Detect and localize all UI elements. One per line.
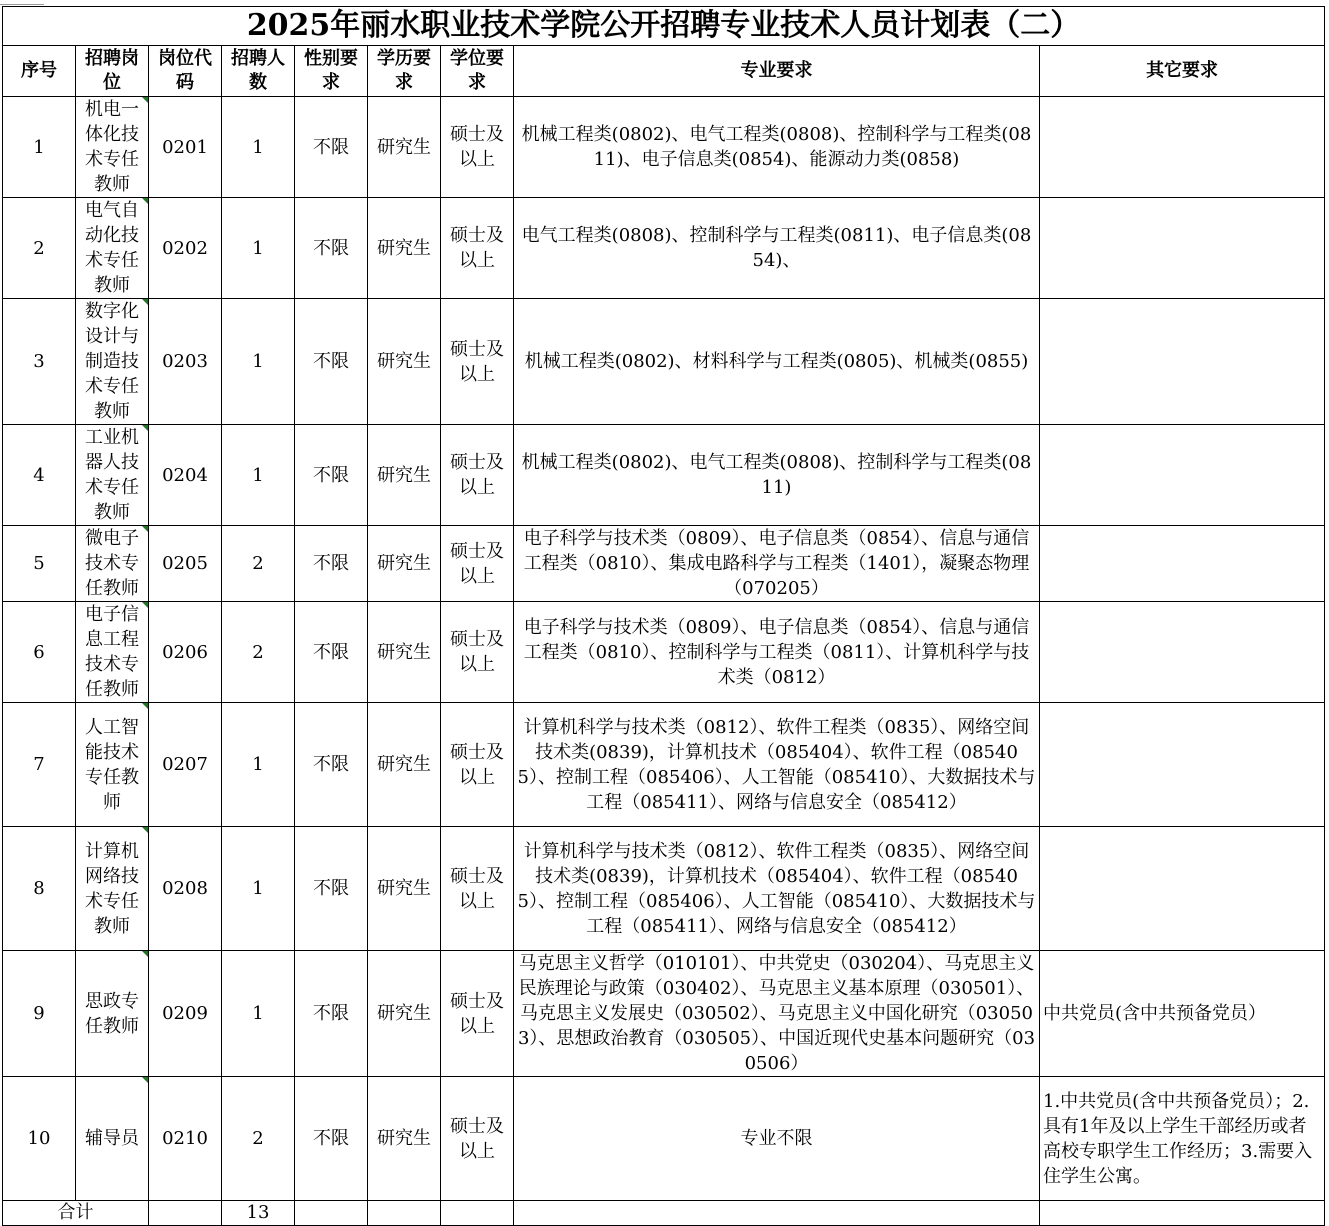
- header-count[interactable]: 招聘人数: [222, 46, 295, 97]
- cell-count[interactable]: 1: [222, 703, 295, 827]
- table-row: [3, 703, 1325, 827]
- header-seq[interactable]: 序号: [3, 46, 76, 97]
- table-row: [3, 299, 1325, 425]
- total-empty-cell[interactable]: [441, 1201, 514, 1226]
- cell-seq[interactable]: 3: [3, 299, 76, 425]
- cell-major[interactable]: 计算机科学与技术类（0812）、软件工程类（0835）、网络空间技术类(0839)，计算机技术（085404）、软件工程（085405）、控制工程（085406）、人工智能（085410）、大数据技术与工程（085411）、网络与信息安全（085412）: [514, 827, 1040, 951]
- cell-count[interactable]: 1: [222, 827, 295, 951]
- cell-gender[interactable]: 不限: [295, 198, 368, 299]
- cell-count[interactable]: 1: [222, 198, 295, 299]
- total-empty-cell[interactable]: [1040, 1201, 1325, 1226]
- cell-post[interactable]: 计算机网络技术专任教师: [76, 827, 149, 951]
- cell-code[interactable]: 0204: [149, 425, 222, 526]
- cell-education[interactable]: 研究生: [368, 703, 441, 827]
- header-row: [3, 46, 1325, 97]
- cell-education[interactable]: 研究生: [368, 827, 441, 951]
- header-code[interactable]: 岗位代码: [149, 46, 222, 97]
- recruitment-plan-table: [2, 6, 1325, 1226]
- cell-code[interactable]: 0203: [149, 299, 222, 425]
- cell-major[interactable]: 专业不限: [514, 1077, 1040, 1201]
- cell-education[interactable]: 研究生: [368, 951, 441, 1077]
- cell-post[interactable]: 数字化设计与制造技术专任教师: [76, 299, 149, 425]
- cell-seq[interactable]: 9: [3, 951, 76, 1077]
- cell-other[interactable]: [1040, 602, 1325, 703]
- header-other[interactable]: 其它要求: [1040, 46, 1325, 97]
- cell-degree[interactable]: 硕士及以上: [441, 299, 514, 425]
- total-empty-cell[interactable]: [295, 1201, 368, 1226]
- total-count[interactable]: 13: [222, 1201, 295, 1226]
- cell-education[interactable]: 研究生: [368, 425, 441, 526]
- table-row: [3, 827, 1325, 951]
- cell-education[interactable]: 研究生: [368, 198, 441, 299]
- table-row: [3, 198, 1325, 299]
- cell-major[interactable]: 机械工程类(0802)、电气工程类(0808)、控制科学与工程类(0811)、电子信息类(0854)、能源动力类(0858): [514, 97, 1040, 198]
- cell-other[interactable]: 1.中共党员(含中共预备党员）；2.具有1年及以上学生干部经历或者高校专职学生工作经历；3.需要入住学生公寓。: [1040, 1077, 1325, 1201]
- cell-gender[interactable]: 不限: [295, 1077, 368, 1201]
- cell-gender[interactable]: 不限: [295, 703, 368, 827]
- cell-degree[interactable]: 硕士及以上: [441, 1077, 514, 1201]
- cell-post[interactable]: 辅导员: [76, 1077, 149, 1201]
- cell-degree[interactable]: 硕士及以上: [441, 198, 514, 299]
- cell-education[interactable]: 研究生: [368, 299, 441, 425]
- header-gender[interactable]: 性别要求: [295, 46, 368, 97]
- cell-major[interactable]: 电气工程类(0808)、控制科学与工程类(0811)、电子信息类(0854)、: [514, 198, 1040, 299]
- cell-code[interactable]: 0206: [149, 602, 222, 703]
- cell-code[interactable]: 0207: [149, 703, 222, 827]
- cell-code[interactable]: 0208: [149, 827, 222, 951]
- total-label[interactable]: 合计: [3, 1201, 149, 1226]
- cell-other[interactable]: [1040, 299, 1325, 425]
- table-row: [3, 526, 1325, 602]
- cell-degree[interactable]: 硕士及以上: [441, 602, 514, 703]
- table-row: [3, 97, 1325, 198]
- header-major[interactable]: 专业要求: [514, 46, 1040, 97]
- cell-post[interactable]: 电气自动化技术专任教师: [76, 198, 149, 299]
- cell-major[interactable]: 机械工程类(0802)、材料科学与工程类(0805)、机械类(0855): [514, 299, 1040, 425]
- cell-other[interactable]: [1040, 827, 1325, 951]
- cell-major[interactable]: 马克思主义哲学（010101）、中共党史（030204）、马克思主义民族理论与政策（030402）、马克思主义基本原理（030501）、马克思主义发展史（030502）、马克思主义中国化研究（030503）、思想政治教育（030505）、中国近现代史基本问题研究（030506）: [514, 951, 1040, 1077]
- cell-other[interactable]: [1040, 198, 1325, 299]
- cell-seq[interactable]: 6: [3, 602, 76, 703]
- cell-seq[interactable]: 7: [3, 703, 76, 827]
- cell-major[interactable]: 机械工程类(0802)、电气工程类(0808)、控制科学与工程类(0811): [514, 425, 1040, 526]
- cell-degree[interactable]: 硕士及以上: [441, 827, 514, 951]
- cell-education[interactable]: 研究生: [368, 602, 441, 703]
- cell-count[interactable]: 1: [222, 425, 295, 526]
- cell-gender[interactable]: 不限: [295, 299, 368, 425]
- cell-count[interactable]: 1: [222, 951, 295, 1077]
- cell-gender[interactable]: 不限: [295, 526, 368, 602]
- cell-count[interactable]: 2: [222, 526, 295, 602]
- table-row: [3, 1077, 1325, 1201]
- table-title[interactable]: 2025年丽水职业技术学院公开招聘专业技术人员计划表（二）: [3, 7, 1325, 46]
- cell-other[interactable]: 中共党员(含中共预备党员）: [1040, 951, 1325, 1077]
- cell-education[interactable]: 研究生: [368, 526, 441, 602]
- table-row: [3, 602, 1325, 703]
- cell-seq[interactable]: 4: [3, 425, 76, 526]
- cell-seq[interactable]: 1: [3, 97, 76, 198]
- cell-post[interactable]: 微电子技术专任教师: [76, 526, 149, 602]
- cell-gender[interactable]: 不限: [295, 425, 368, 526]
- total-empty-cell[interactable]: [368, 1201, 441, 1226]
- cell-count[interactable]: 1: [222, 299, 295, 425]
- cell-post[interactable]: 电子信息工程技术专任教师: [76, 602, 149, 703]
- spreadsheet: [2, 6, 1325, 1226]
- cell-post[interactable]: 工业机器人技术专任教师: [76, 425, 149, 526]
- cell-gender[interactable]: 不限: [295, 951, 368, 1077]
- cell-gender[interactable]: 不限: [295, 602, 368, 703]
- total-row: [3, 1201, 1325, 1226]
- table-row: [3, 951, 1325, 1077]
- cell-degree[interactable]: 硕士及以上: [441, 425, 514, 526]
- cell-post[interactable]: 人工智能技术专任教师: [76, 703, 149, 827]
- header-education[interactable]: 学历要求: [368, 46, 441, 97]
- cell-corner-marker: [0, 0, 44, 5]
- cell-seq[interactable]: 2: [3, 198, 76, 299]
- cell-major[interactable]: 计算机科学与技术类（0812）、软件工程类（0835）、网络空间技术类(0839)，计算机技术（085404）、软件工程（085405）、控制工程（085406）、人工智能（085410）、大数据技术与工程（085411）、网络与信息安全（085412）: [514, 703, 1040, 827]
- table-row: [3, 425, 1325, 526]
- cell-gender[interactable]: 不限: [295, 827, 368, 951]
- cell-code[interactable]: 0205: [149, 526, 222, 602]
- cell-post[interactable]: 机电一体化技术专任教师: [76, 97, 149, 198]
- cell-major[interactable]: 电子科学与技术类（0809）、电子信息类（0854）、信息与通信工程类（0810）、集成电路科学与工程类（1401），凝聚态物理（070205）: [514, 526, 1040, 602]
- cell-other[interactable]: [1040, 526, 1325, 602]
- total-empty-cell[interactable]: [514, 1201, 1040, 1226]
- header-degree[interactable]: 学位要求: [441, 46, 514, 97]
- cell-degree[interactable]: 硕士及以上: [441, 951, 514, 1077]
- cell-education[interactable]: 研究生: [368, 1077, 441, 1201]
- cell-code[interactable]: 0202: [149, 198, 222, 299]
- cell-seq[interactable]: 10: [3, 1077, 76, 1201]
- cell-major[interactable]: 电子科学与技术类（0809）、电子信息类（0854）、信息与通信工程类（0810）、控制科学与工程类（0811）、计算机科学与技术类（0812）: [514, 602, 1040, 703]
- cell-count[interactable]: 1: [222, 97, 295, 198]
- cell-code[interactable]: 0201: [149, 97, 222, 198]
- cell-other[interactable]: [1040, 703, 1325, 827]
- cell-code[interactable]: 0209: [149, 951, 222, 1077]
- cell-count[interactable]: 2: [222, 602, 295, 703]
- cell-degree[interactable]: 硕士及以上: [441, 97, 514, 198]
- cell-count[interactable]: 2: [222, 1077, 295, 1201]
- cell-other[interactable]: [1040, 425, 1325, 526]
- cell-seq[interactable]: 5: [3, 526, 76, 602]
- cell-education[interactable]: 研究生: [368, 97, 441, 198]
- cell-post[interactable]: 思政专任教师: [76, 951, 149, 1077]
- header-post[interactable]: 招聘岗位: [76, 46, 149, 97]
- cell-degree[interactable]: 硕士及以上: [441, 526, 514, 602]
- cell-code[interactable]: 0210: [149, 1077, 222, 1201]
- cell-degree[interactable]: 硕士及以上: [441, 703, 514, 827]
- cell-gender[interactable]: 不限: [295, 97, 368, 198]
- total-empty-cell[interactable]: [149, 1201, 222, 1226]
- cell-other[interactable]: [1040, 97, 1325, 198]
- cell-seq[interactable]: 8: [3, 827, 76, 951]
